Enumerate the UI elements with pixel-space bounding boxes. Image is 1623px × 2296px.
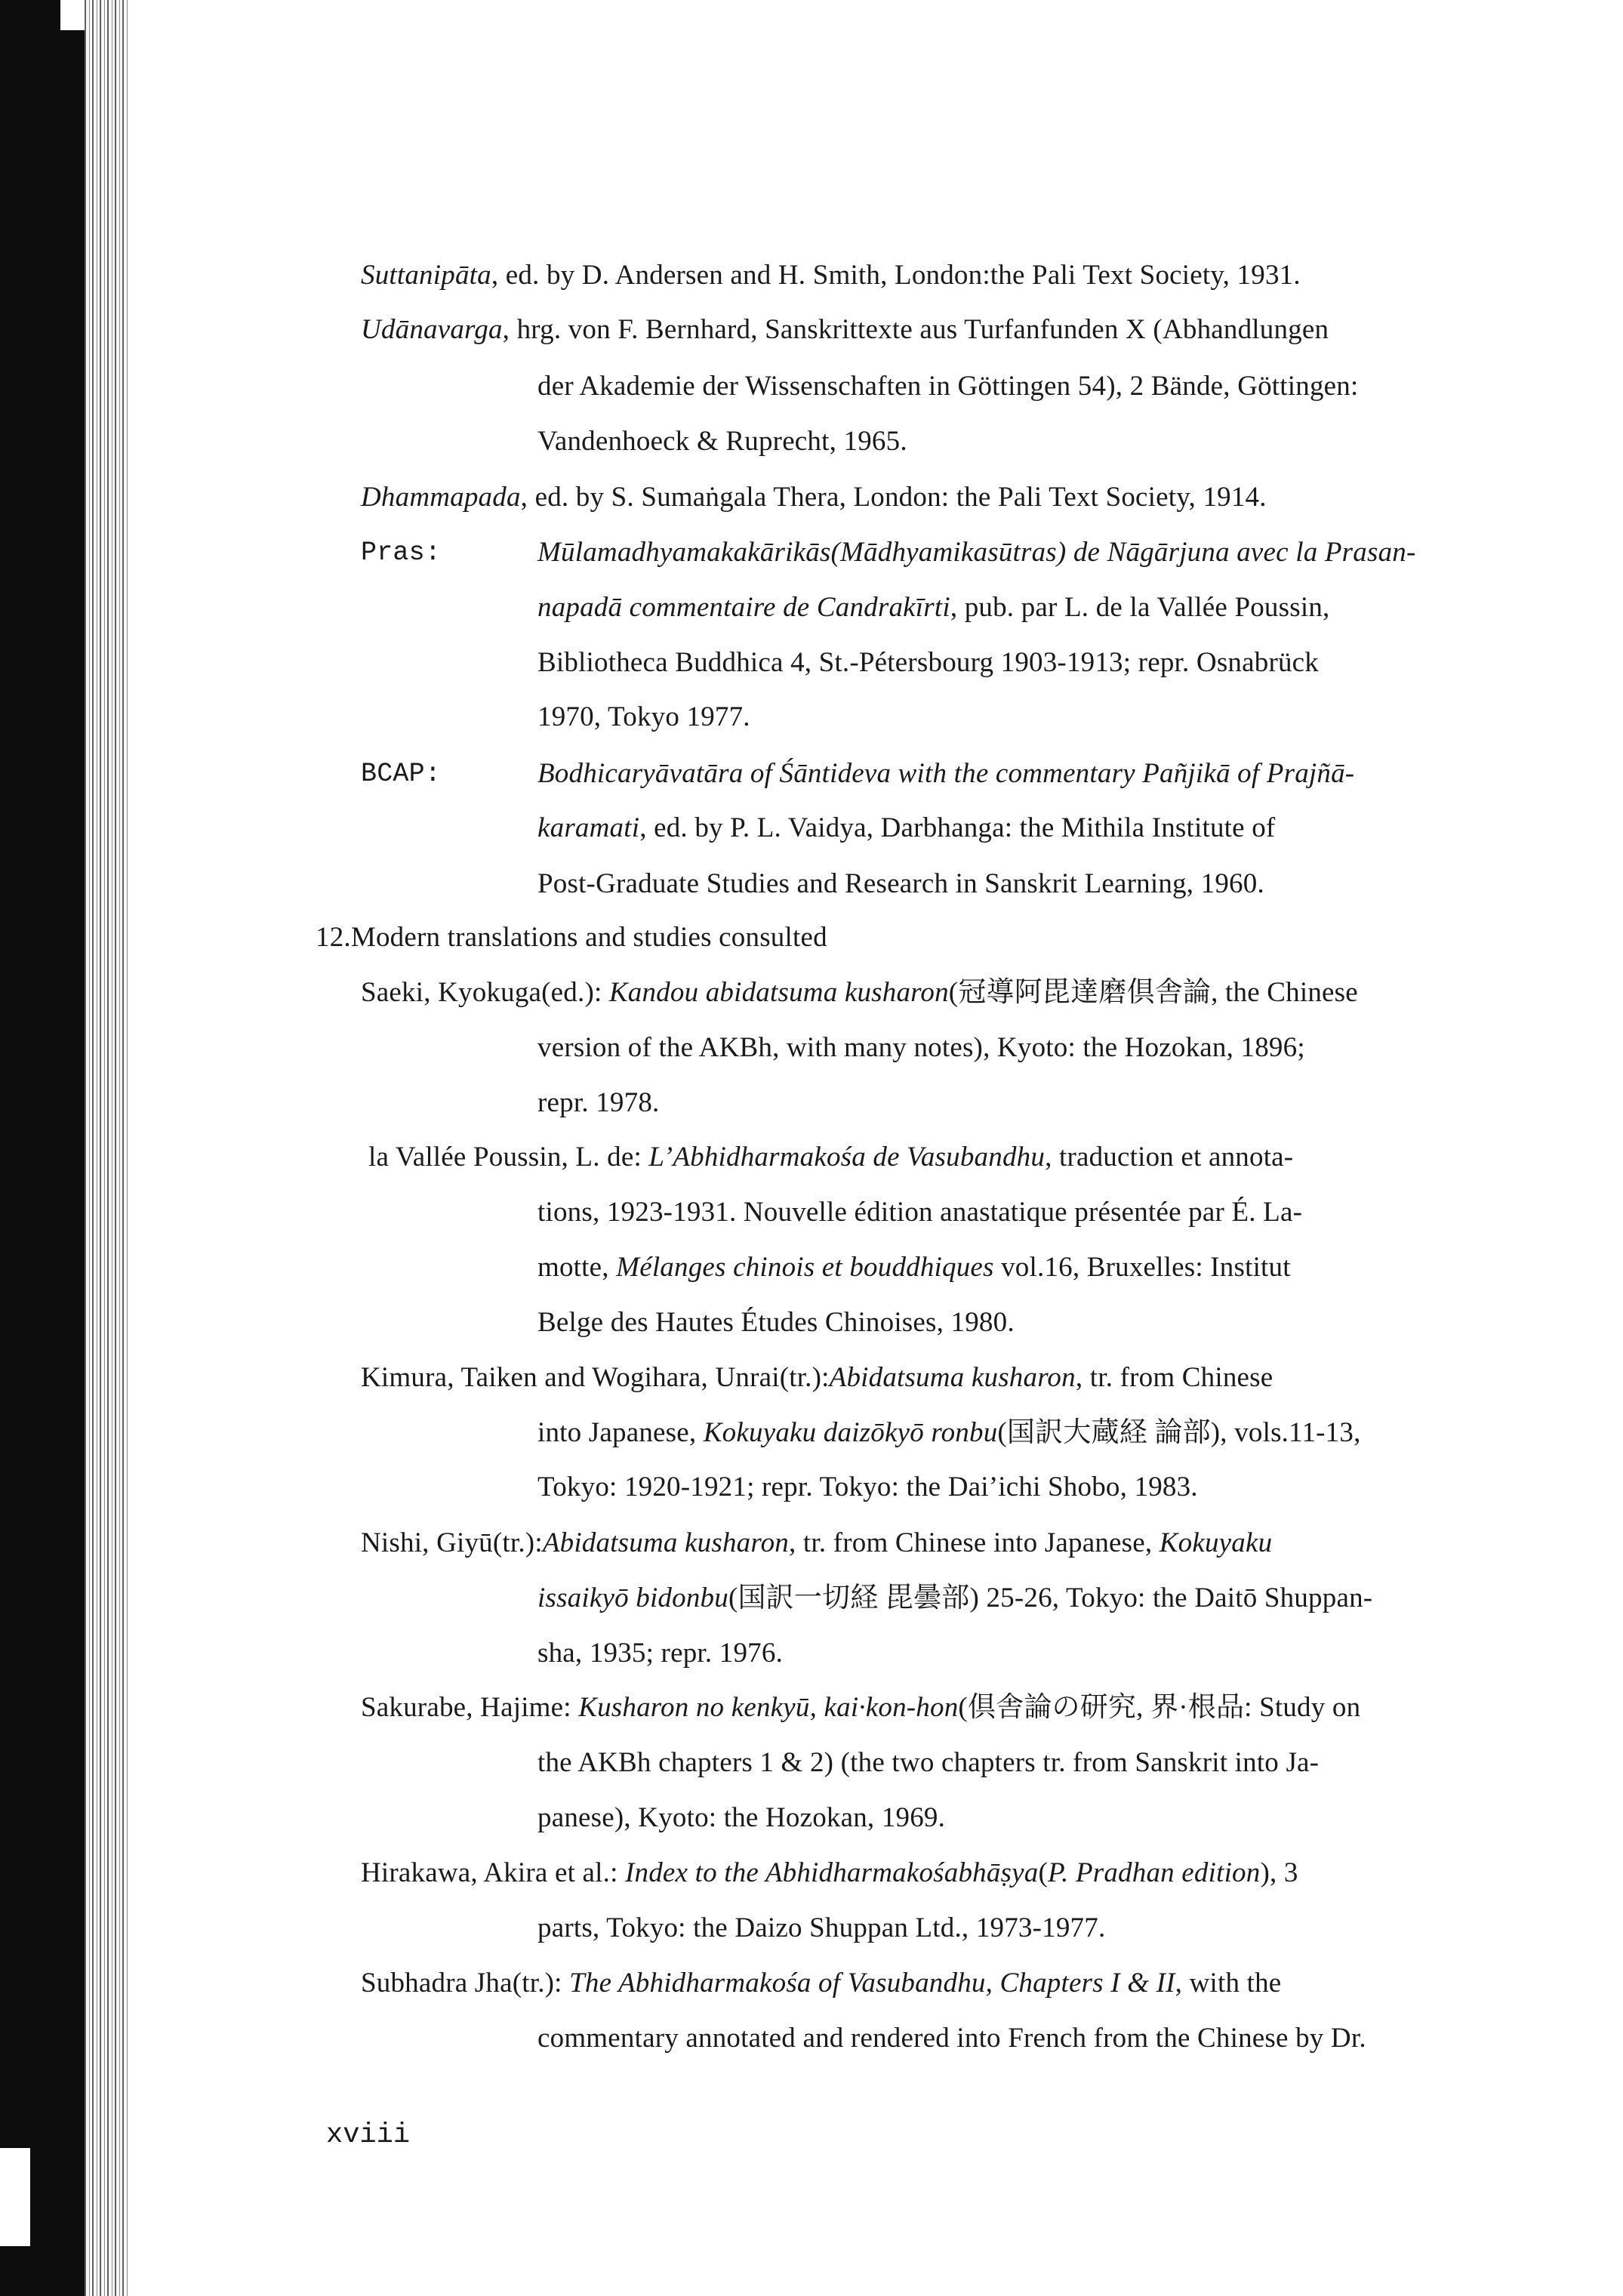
- ref-nishi-line1: [361, 1527, 1272, 1560]
- ref-text: (: [1038, 1857, 1049, 1888]
- ref-kimura-line1: [361, 1361, 1273, 1395]
- ref-author: la Vallée Poussin, L. de:: [368, 1142, 649, 1173]
- ref-title: Abidatsuma kusharon: [829, 1362, 1076, 1393]
- entry-dhammapada: [361, 481, 1267, 514]
- ref-lavallee-line4: Belge des Hautes Études Chinoises, 1980.: [537, 1307, 1015, 1338]
- ref-title: Kokuyaku: [1159, 1527, 1273, 1558]
- ref-author: Sakurabe, Hajime:: [361, 1692, 579, 1723]
- entry-pras-line2: [537, 591, 1329, 624]
- ref-sakurabe-line1: [361, 1691, 1360, 1724]
- abbrev-bcap: BCAP:: [361, 759, 442, 789]
- entry-suttanipata: [361, 259, 1301, 292]
- ref-sakurabe-line2: the AKBh chapters 1 & 2) (the two chapters tr. from Sanskrit into Ja-: [537, 1747, 1320, 1778]
- entry-udanavarga-line2: der Akademie der Wissenschaften in Göttingen 54), 2 Bände, Göttingen:: [537, 371, 1359, 402]
- entry-title: Dhammapada: [361, 482, 521, 513]
- ref-nishi-line2: [537, 1582, 1372, 1615]
- entry-pras-line3: Bibliotheca Buddhica 4, St.-Pétersbourg 1903-1913; repr. Osnabrück: [537, 647, 1319, 678]
- ref-saeki-line3: repr. 1978.: [537, 1087, 660, 1118]
- ref-title: Abidatsuma kusharon: [542, 1527, 789, 1558]
- entry-title: Suttanipāta: [361, 260, 491, 291]
- ref-author: Subhadra Jha(tr.):: [361, 1968, 570, 1999]
- section-heading: 12.Modern translations and studies consulted: [316, 922, 827, 953]
- ref-text: , tr. from Chinese: [1075, 1362, 1273, 1393]
- entry-text: , hrg. von F. Bernhard, Sanskrittexte aus Turfanfunden X (Abhandlungen: [502, 314, 1329, 345]
- ref-author: Hirakawa, Akira et al.:: [361, 1857, 625, 1888]
- ref-author: Saeki, Kyokuga(ed.):: [361, 977, 609, 1008]
- entry-bcap-line2: [537, 812, 1275, 845]
- ref-hirakawa-line2: parts, Tokyo: the Daizo Shuppan Ltd., 1973-1977.: [537, 1912, 1106, 1943]
- ref-author: Nishi, Giyū(tr.):: [361, 1527, 543, 1558]
- entry-pras-line4: 1970, Tokyo 1977.: [537, 701, 750, 732]
- ref-author: Kimura, Taiken and Wogihara, Unrai(tr.):: [361, 1362, 830, 1393]
- ref-text: (冠導阿毘達磨倶舎論, the Chinese: [948, 977, 1358, 1008]
- ref-text: ), 3: [1260, 1857, 1298, 1888]
- entry-text: , pub. par L. de la Vallée Poussin,: [950, 592, 1330, 623]
- ref-lavallee-line2: tions, 1923-1931. Nouvelle édition anastatique présentée par É. La-: [537, 1197, 1303, 1228]
- ref-title: Kusharon no kenkyū, kai·kon-hon: [578, 1692, 959, 1723]
- entry-title: karamati: [537, 812, 640, 843]
- ref-lavallee-line3: [537, 1251, 1291, 1284]
- ref-title: Mélanges chinois et bouddhiques: [616, 1252, 994, 1283]
- ref-title: Kandou abidatsuma kusharon: [608, 977, 949, 1008]
- entry-pras-line1: Mūlamadhyamakakārikās(Mādhyamikasūtras) de Nāgārjuna avec la Prasan-: [537, 537, 1416, 568]
- ref-title: issaikyō bidonbu: [537, 1583, 728, 1613]
- abbrev-pras: Pras:: [361, 538, 442, 568]
- ref-text: , with the: [1175, 1968, 1282, 1999]
- ref-subhadra-line2: commentary annotated and rendered into French from the Chinese by Dr.: [537, 2023, 1366, 2054]
- entry-bcap-line3: Post-Graduate Studies and Research in Sanskrit Learning, 1960.: [537, 868, 1264, 899]
- ref-kimura-line2: [537, 1416, 1361, 1450]
- ref-title: P. Pradhan edition: [1048, 1857, 1261, 1888]
- entry-udanavarga-line3: Vandenhoeck & Ruprecht, 1965.: [537, 426, 907, 457]
- entry-bcap-line1: Bodhicaryāvatāra of Śāntideva with the commentary Pañjikā of Prajñā-: [537, 758, 1355, 789]
- ref-lavallee-line1: [368, 1141, 1293, 1174]
- ref-saeki-line1: [361, 976, 1358, 1009]
- ref-text: vol.16, Bruxelles: Institut: [993, 1252, 1291, 1283]
- ref-title: L’Abhidharmakośa de Vasubandhu: [648, 1142, 1046, 1173]
- ref-text: , tr. from Chinese into Japanese,: [789, 1527, 1160, 1558]
- ref-title: Kokuyaku daizōkyō ronbu: [703, 1417, 998, 1448]
- ref-sakurabe-line3: panese), Kyoto: the Hozokan, 1969.: [537, 1802, 946, 1833]
- ref-title: Index to the Abhidharmakośabhāṣya: [625, 1857, 1039, 1888]
- entry-title: Udānavarga: [361, 314, 503, 345]
- ref-text: (国訳一切経 毘曇部) 25-26, Tokyo: the Daitō Shuppan-: [728, 1583, 1373, 1613]
- ref-text: (国訳大蔵経 論部), vols.11-13,: [997, 1417, 1361, 1448]
- ref-title: The Abhidharmakośa of Vasubandhu, Chapters I & II: [569, 1968, 1175, 1999]
- ref-nishi-line3: sha, 1935; repr. 1976.: [537, 1638, 784, 1669]
- ref-text: motte,: [537, 1252, 617, 1283]
- page-number: xviii: [326, 2119, 411, 2151]
- entry-title: napadā commentaire de Candrakīrti: [537, 592, 950, 623]
- entry-text: , ed. by S. Sumaṅgala Thera, London: the Pali Text Society, 1914.: [520, 482, 1267, 513]
- entry-udanavarga: [361, 313, 1329, 347]
- ref-kimura-line3: Tokyo: 1920-1921; repr. Tokyo: the Dai’ichi Shobo, 1983.: [537, 1472, 1198, 1502]
- entry-text: , ed. by P. L. Vaidya, Darbhanga: the Mithila Institute of: [639, 812, 1276, 843]
- ref-text: , traduction et annota-: [1045, 1142, 1294, 1173]
- ref-text: (倶舎論の研究, 界·根品: Study on: [958, 1692, 1361, 1723]
- ref-saeki-line2: version of the AKBh, with many notes), Kyoto: the Hozokan, 1896;: [537, 1032, 1305, 1063]
- entry-text: , ed. by D. Andersen and H. Smith, London:the Pali Text Society, 1931.: [491, 260, 1301, 291]
- ref-text: into Japanese,: [537, 1417, 704, 1448]
- ref-hirakawa-line1: [361, 1857, 1298, 1890]
- ref-subhadra-line1: [361, 1967, 1281, 2000]
